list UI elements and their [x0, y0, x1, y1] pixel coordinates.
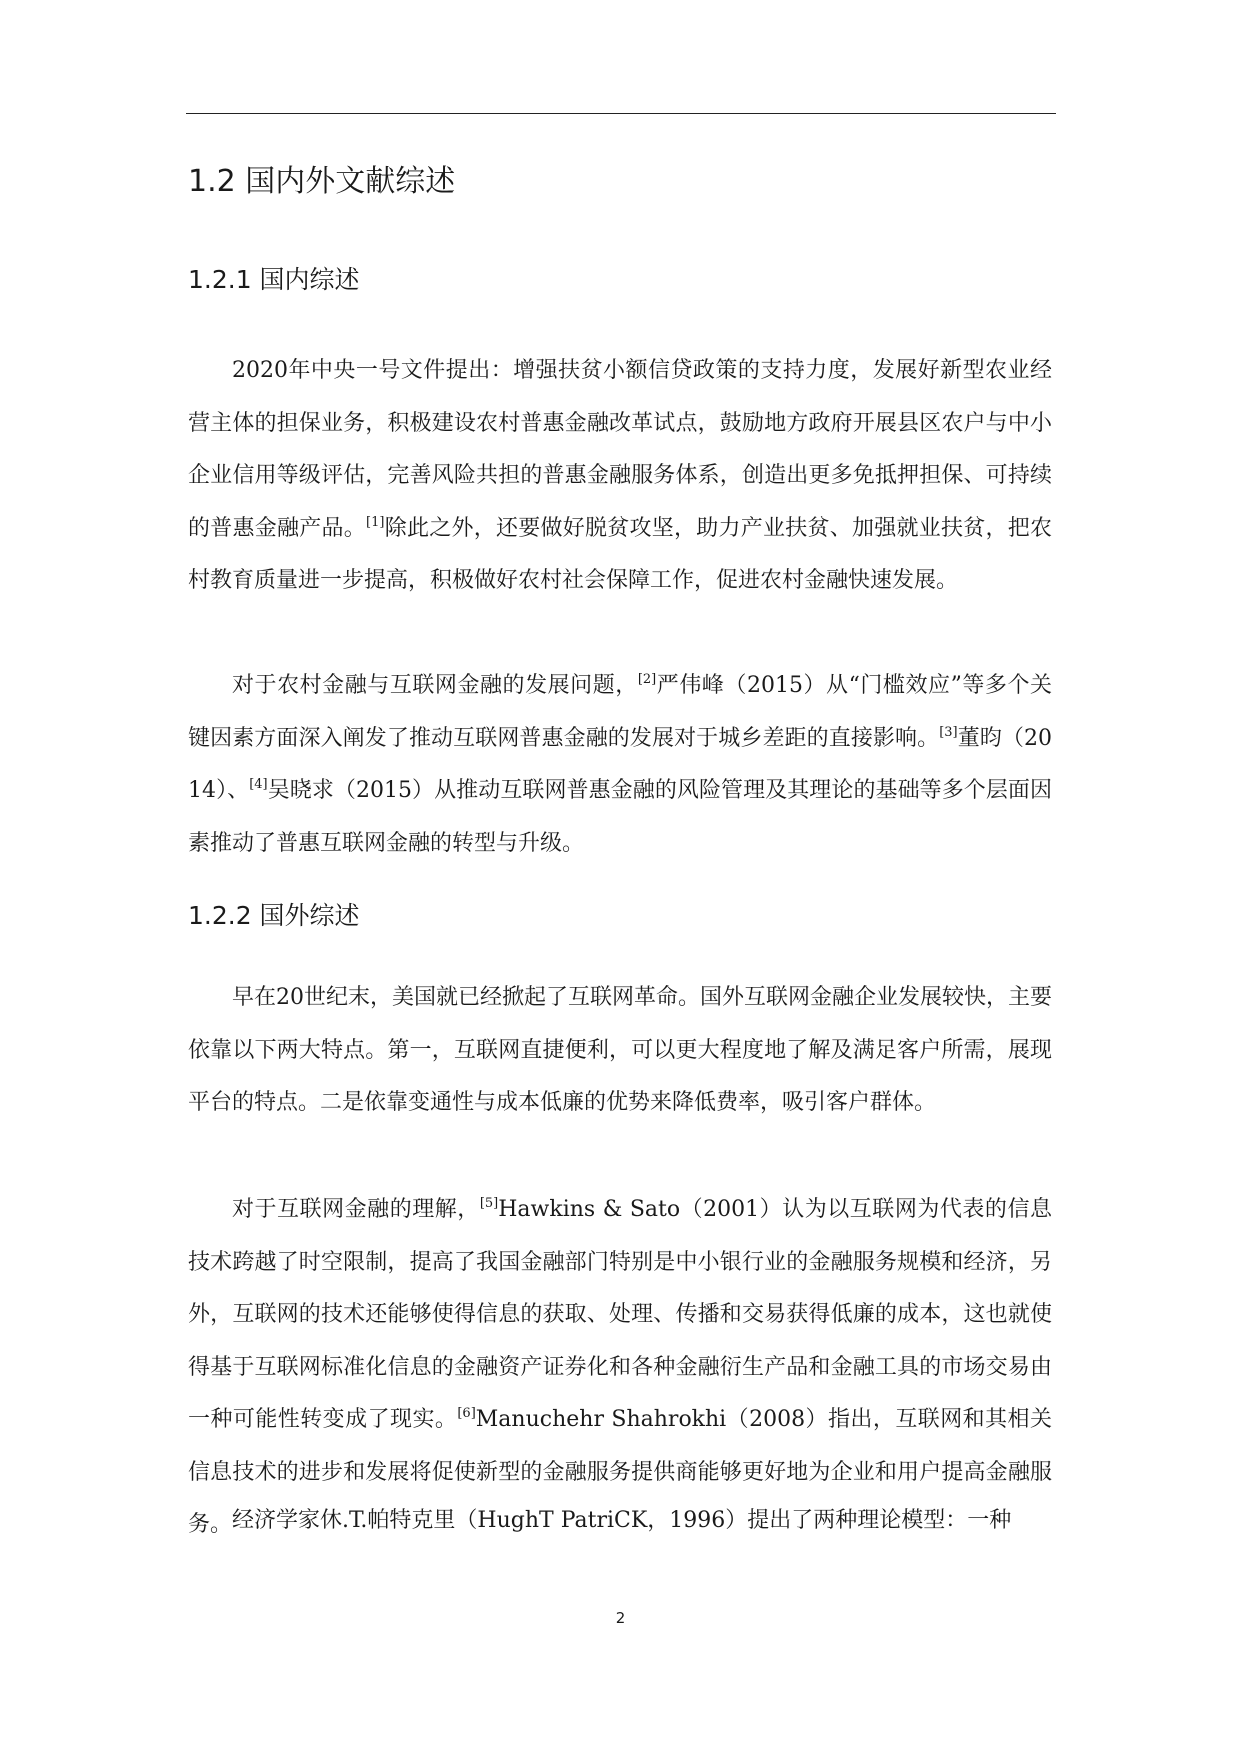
paragraph-text: 除此之外，还要做好脱贫攻坚，助力产业扶贫、加强就业扶贫，把农村教育质量进一步提高，积极做好农村社会保障工作，促进农村金融快速发展。: [188, 515, 1052, 593]
paragraph-domestic-2: [188, 660, 1052, 870]
subsection-heading-domestic: 1.2.1 国内综述: [188, 265, 360, 294]
paragraph-text: 董昀（2014）、: [188, 725, 1052, 803]
paragraph-foreign-1: 早在20世纪末，美国就已经掀起了互联网革命。国外互联网金融企业发展较快，主要依靠以下两大特点。第一，互联网直捷便利，可以更大程度地了解及满足客户所需，展现平台的特点。二是依靠变通性与成本低廉的优势来降低费率，吸引客户群体。: [188, 985, 1052, 1115]
citation-3: [3]: [939, 724, 958, 740]
subsection-heading-foreign: 1.2.2 国外综述: [188, 901, 360, 930]
paragraph-text: 吴晓求（2015）从推动互联网普惠金融的风险管理及其理论的基础等多个层面因素推动了普惠互联网金融的转型与升级。: [188, 778, 1053, 856]
citation-6: [6]: [457, 1406, 476, 1421]
section-title: 1.2 国内外文献综述: [188, 164, 456, 199]
paragraph-text: 严伟峰（2015）从“门槛效应”等多个关键因素方面深入阐发了推动互联网普惠金融的发展对于城乡差距的直接影响。: [188, 673, 1053, 751]
citation-4: [4]: [249, 777, 268, 792]
paragraph-domestic-1: [188, 345, 1052, 608]
citation-1: [1]: [366, 514, 385, 530]
citation-2: [2]: [637, 672, 657, 687]
header-rule: [186, 113, 1056, 114]
page-number: 2: [615, 1609, 626, 1627]
paragraph-text: Manuchehr Shahrokhi（2008）指出，互联网和其相关信息技术的进步和发展将促使新型的金融服务提供商能够更好地为企业和用户提高金融服务。: [188, 1407, 1052, 1537]
paragraph-text: 对于农村金融与互联网金融的发展问题，: [232, 673, 638, 698]
paragraph-foreign-3: 经济学家休.T.帕特克里（HughT PatriCK，1996）提出了两种理论模型：一种: [232, 1508, 1012, 1533]
paragraph-text: 2020年中央一号文件提出：增强扶贫小额信贷政策的支持力度，发展好新型农业经营主体的担保业务，积极建设农村普惠金融改革试点，鼓励地方政府开展县区农户与中小企业信用等级评估，完善风险共担的普惠金融服务体系，创造出更多免抵押担保、可持续的普惠金融产品。: [188, 358, 1052, 541]
citation-5: [5]: [479, 1196, 499, 1211]
paragraph-text: 对于互联网金融的理解，: [232, 1197, 480, 1222]
paragraph-text: Hawkins & Sato（2001）认为以互联网为代表的信息技术跨越了时空限制，提高了我国金融部门特别是中小银行业的金融服务规模和经济，另外，互联网的技术还能够使得信息的获取、处理、传播和交易获得低廉的成本，这也就使得基于互联网标准化信息的金融资产证券化和各种金融衍生产品和金融工具的市场交易由一种可能性转变成了现实。: [188, 1197, 1052, 1432]
